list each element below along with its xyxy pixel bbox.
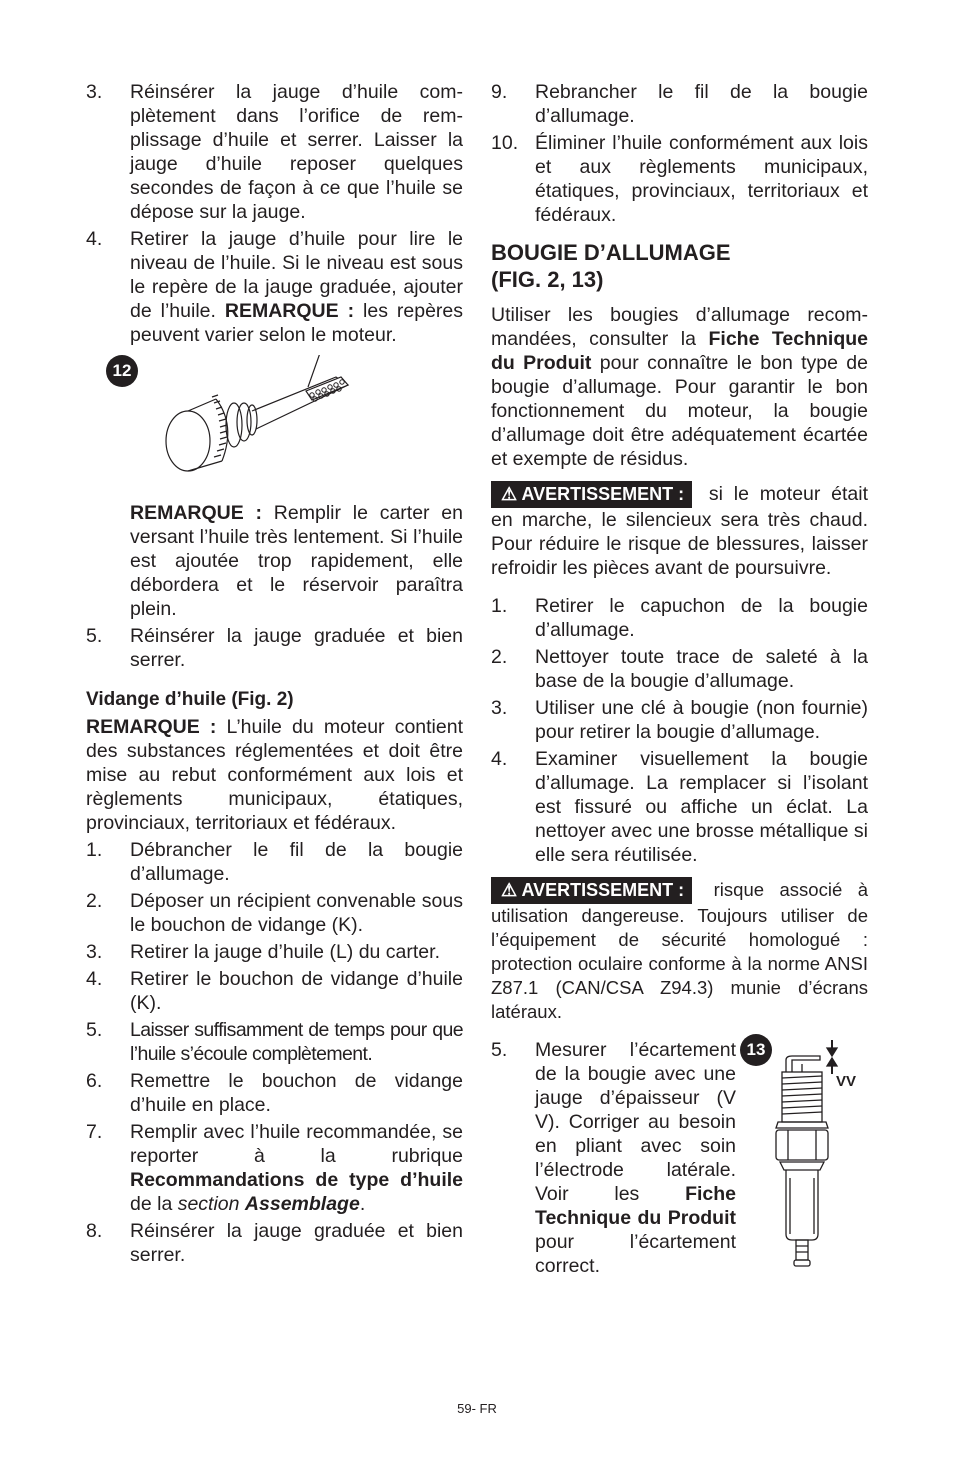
right-column	[491, 80, 868, 1281]
list-item: 2. Déposer un récipient convenable sous le bouchon de vidange (K).	[86, 890, 463, 936]
list-item: 3. Retirer la jauge d’huile (L) du carter.	[86, 941, 440, 963]
list-item: 2. Nettoyer toute trace de saleté à la base de la bougie d’allumage.	[491, 646, 868, 692]
warning-paragraph: ⚠ AVERTISSEMENT : si le moteur était en marche, le silencieux sera très chaud. Pour réduire le risque de blessures, laisser refroidir les pièces avant de poursuivre.	[491, 483, 868, 579]
section-subheading: Vidange d’huile (Fig. 2)	[86, 689, 294, 710]
spark-plug-illustration	[740, 1038, 868, 1268]
list-item: 4. Retirer le bouchon de vidange d’huile (K).	[86, 968, 463, 1014]
list-item: 5. Laisser suffisamment de temps pour que l’huile s’écoule complètement.	[86, 1019, 463, 1065]
list-item: 3. Réinsérer la jauge d’huile complètement dans l’orifice de remplissage d’huile et serrer. Laisser la jauge d’huile reposer quelques secondes de façon à ce que l’huile se dépose sur la jauge.	[86, 81, 463, 223]
list-item: 5. Mesurer l’écartement de la bougie avec une jauge d’épaisseur (V V). Corriger au besoin en pliant avec soin l’électrode latérale. Voir les Fiche Technique du Produit pour l’écartement correct.	[491, 1039, 736, 1277]
list-item: 10. Éliminer l’huile conformément aux lois et aux règlements municipaux, étatiques, provinciaux, territoriaux et fédéraux.	[491, 132, 868, 226]
figure-badge: 12	[106, 355, 138, 387]
warning-triangle-icon: ⚠	[501, 880, 518, 900]
warning-label: ⚠ AVERTISSEMENT :	[491, 877, 692, 904]
list-item: 4. Examiner visuellement la bougie d’allumage. La remplacer si l’isolant est fissuré ou affiche un éclat. La nettoyer avec une brosse métallique si elle sera réutilisée.	[491, 748, 868, 866]
warning-triangle-icon: ⚠	[501, 484, 518, 504]
list-item: 6. Remettre le bouchon de vidange d’huile en place.	[86, 1070, 463, 1116]
intro-paragraph: Utiliser les bougies d’allumage recommandées, consulter la Fiche Technique du Produit pour connaître le bon type de bougie d’allumage. Pour garantir le bon fonctionnement du moteur, la bougie d’allumage doit être adéquatement écartée et exempte de résidus.	[491, 304, 868, 470]
list-item: 8. Réinsérer la jauge graduée et bien serrer.	[86, 1220, 463, 1266]
list-item: 3. Utiliser une clé à bougie (non fournie) pour retirer la bougie d’allumage.	[491, 697, 868, 743]
warning-paragraph: ⚠ AVERTISSEMENT : risque associé à utilisation dangereuse. Toujours utiliser de l’équipement de sécurité homologué : protection oculaire conforme à la norme ANSI Z87.1 (CAN/CSA Z94.3) munie d’écrans latéraux.	[491, 879, 868, 1022]
note-paragraph: REMARQUE : L’huile du moteur contient des substances réglementées et doit être mise au rebut conformément aux lois et règlements municipaux, étatiques, provinciaux, territoriaux et fédéraux.	[86, 716, 463, 834]
list-item: 4. Retirer la jauge d’huile pour lire le niveau de l’huile. Si le niveau est sous le repère de la jauge graduée, ajouter de l’huile. REMARQUE : les repères peuvent varier selon le moteur.	[86, 228, 464, 346]
gap-label: VV	[836, 1073, 857, 1090]
figure-badge: 13	[740, 1034, 772, 1066]
section-heading: BOUGIE D’ALLUMAGE (FIG. 2, 13)	[491, 240, 731, 292]
list-item: 9. Rebrancher le fil de la bougie d’allumage.	[491, 81, 868, 127]
figure-12	[86, 355, 463, 495]
list-item: 7. Remplir avec l’huile recommandée, se reporter à la rubrique Recommandations de type d’huile de la section Assemblage.	[86, 1121, 463, 1215]
note-label: REMARQUE :	[224, 300, 355, 322]
figure-13	[740, 1038, 868, 1268]
gap-measure-step	[491, 1038, 868, 1278]
warning-label: ⚠ AVERTISSEMENT :	[491, 481, 692, 508]
page-number: 59- FR	[457, 1401, 497, 1416]
list-item: 1. Retirer le capuchon de la bougie d’allumage.	[491, 595, 868, 641]
list-item: 1. Débrancher le fil de la bougie d’allumage.	[86, 839, 463, 885]
left-column	[86, 80, 463, 1270]
dipstick-illustration	[156, 355, 416, 485]
note-paragraph: REMARQUE : Remplir le carter en versant l’huile très lentement. Si l’huile est ajoutée trop rapidement, elle débordera et le réservoir paraîtra plein.	[130, 502, 464, 620]
list-item: 5. Réinsérer la jauge graduée et bien serrer.	[86, 625, 463, 671]
